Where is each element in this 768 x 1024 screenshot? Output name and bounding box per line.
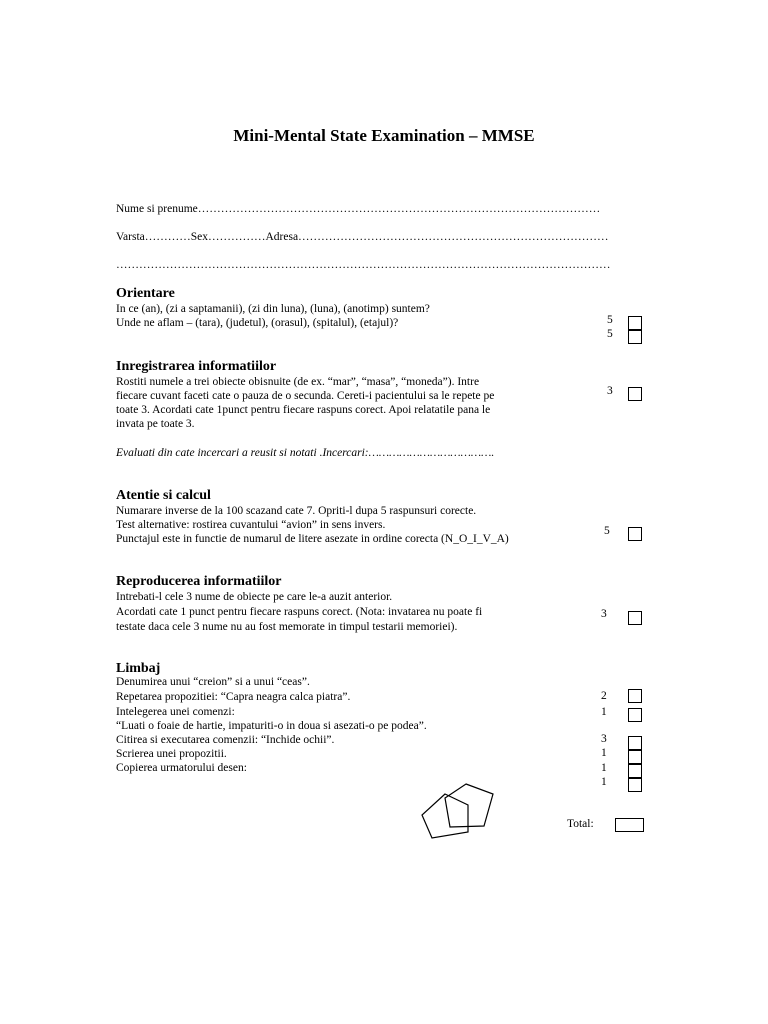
age-sex-address-field[interactable]: Varsta…………Sex……………Adresa………………………………………………………………………: [116, 231, 609, 243]
reproducere-score: 3: [601, 608, 607, 620]
section-inregistrare-heading: Inregistrarea informatiilor: [116, 359, 277, 374]
orientare-checkbox-1[interactable]: [628, 316, 642, 330]
limbaj-line-1: Denumirea unui “creion” si a unui “ceas”.: [116, 676, 310, 688]
inregistrare-line-3: toate 3. Acordati cate 1punct pentru fiecare raspuns corect. Apoi relatatile pana le: [116, 404, 491, 416]
atentie-checkbox[interactable]: [628, 527, 642, 541]
limbaj-score-6: 1: [601, 776, 607, 788]
reproducere-line-2: Acordati cate 1 punct pentru fiecare raspuns corect. (Nota: invatarea nu poate fi: [116, 606, 483, 618]
limbaj-checkbox-4[interactable]: [628, 750, 642, 764]
orientare-score-1: 5: [607, 314, 613, 326]
limbaj-checkbox-6[interactable]: [628, 778, 642, 792]
inregistrare-line-1: Rostiti numele a trei obiecte obisnuite (de ex. “mar”, “masa”, “moneda”). Intre: [116, 376, 480, 388]
limbaj-score-2: 1: [601, 706, 607, 718]
address-continuation-field[interactable]: …………………………………………………………………………………………………………………: [116, 259, 611, 271]
section-atentie-heading: Atentie si calcul: [116, 488, 211, 503]
section-limbaj-heading: Limbaj: [116, 661, 161, 676]
section-reproducere-heading: Reproducerea informatiilor: [116, 574, 282, 589]
atentie-line-3: Punctajul este in functie de numarul de litere asezate in ordine corecta (N_O_I_V_A): [116, 533, 509, 545]
limbaj-line-3: Intelegerea unei comenzi:: [116, 706, 235, 718]
inregistrare-checkbox[interactable]: [628, 387, 642, 401]
reproducere-line-3: testate daca cele 3 nume nu au fost memorate in timpul testarii memoriei).: [116, 621, 458, 633]
limbaj-line-2: Repetarea propozitiei: “Capra neagra calca piatra”.: [116, 691, 351, 703]
limbaj-checkbox-3[interactable]: [628, 736, 642, 750]
section-orientare-heading: Orientare: [116, 286, 175, 301]
orientare-score-2: 5: [607, 328, 613, 340]
limbaj-checkbox-1[interactable]: [628, 689, 642, 703]
limbaj-score-1: 2: [601, 690, 607, 702]
limbaj-score-5: 1: [601, 762, 607, 774]
orientare-checkbox-2[interactable]: [628, 330, 642, 344]
orientare-line-2: Unde ne aflam – (tara), (judetul), (orasul), (spitalul), (etajul)?: [116, 317, 399, 329]
limbaj-checkbox-5[interactable]: [628, 764, 642, 778]
atentie-line-2: Test alternative: rostirea cuvantului “avion” in sens invers.: [116, 519, 386, 531]
total-label: Total:: [567, 818, 594, 830]
inregistrare-line-4: invata pe toate 3.: [116, 418, 195, 430]
atentie-line-1: Numarare inverse de la 100 scazand cate 7. Opriti-l dupa 5 raspunsuri corecte.: [116, 505, 477, 517]
limbaj-checkbox-2[interactable]: [628, 708, 642, 722]
limbaj-line-5: Citirea si executarea comenzii: “Inchide ochii”.: [116, 734, 335, 746]
intersecting-pentagons-drawing: [418, 780, 518, 850]
reproducere-line-1: Intrebati-l cele 3 nume de obiecte pe care le-a auzit anterior.: [116, 591, 393, 603]
name-field[interactable]: Nume si prenume……………………………………………………………………………………………: [116, 203, 601, 215]
orientare-line-1: In ce (an), (zi a saptamanii), (zi din luna), (luna), (anotimp) suntem?: [116, 303, 430, 315]
inregistrare-score: 3: [607, 385, 613, 397]
limbaj-score-4: 1: [601, 747, 607, 759]
limbaj-line-7: Copierea urmatorului desen:: [116, 762, 247, 774]
page-title: Mini-Mental State Examination – MMSE: [233, 126, 535, 145]
limbaj-score-3: 3: [601, 733, 607, 745]
inregistrare-attempts-note: Evaluati din cate incercari a reusit si notati .Incercari:……………………………….: [116, 447, 495, 459]
limbaj-line-4: “Luati o foaie de hartie, impaturiti-o in doua si asezati-o pe podea”.: [116, 720, 427, 732]
atentie-score: 5: [604, 525, 610, 537]
inregistrare-line-2: fiecare cuvant faceti cate o pauza de o secunda. Cereti-i pacientului sa le repete pe: [116, 390, 495, 402]
limbaj-line-6: Scrierea unei propozitii.: [116, 748, 227, 760]
total-score-box[interactable]: [615, 818, 644, 832]
reproducere-checkbox[interactable]: [628, 611, 642, 625]
